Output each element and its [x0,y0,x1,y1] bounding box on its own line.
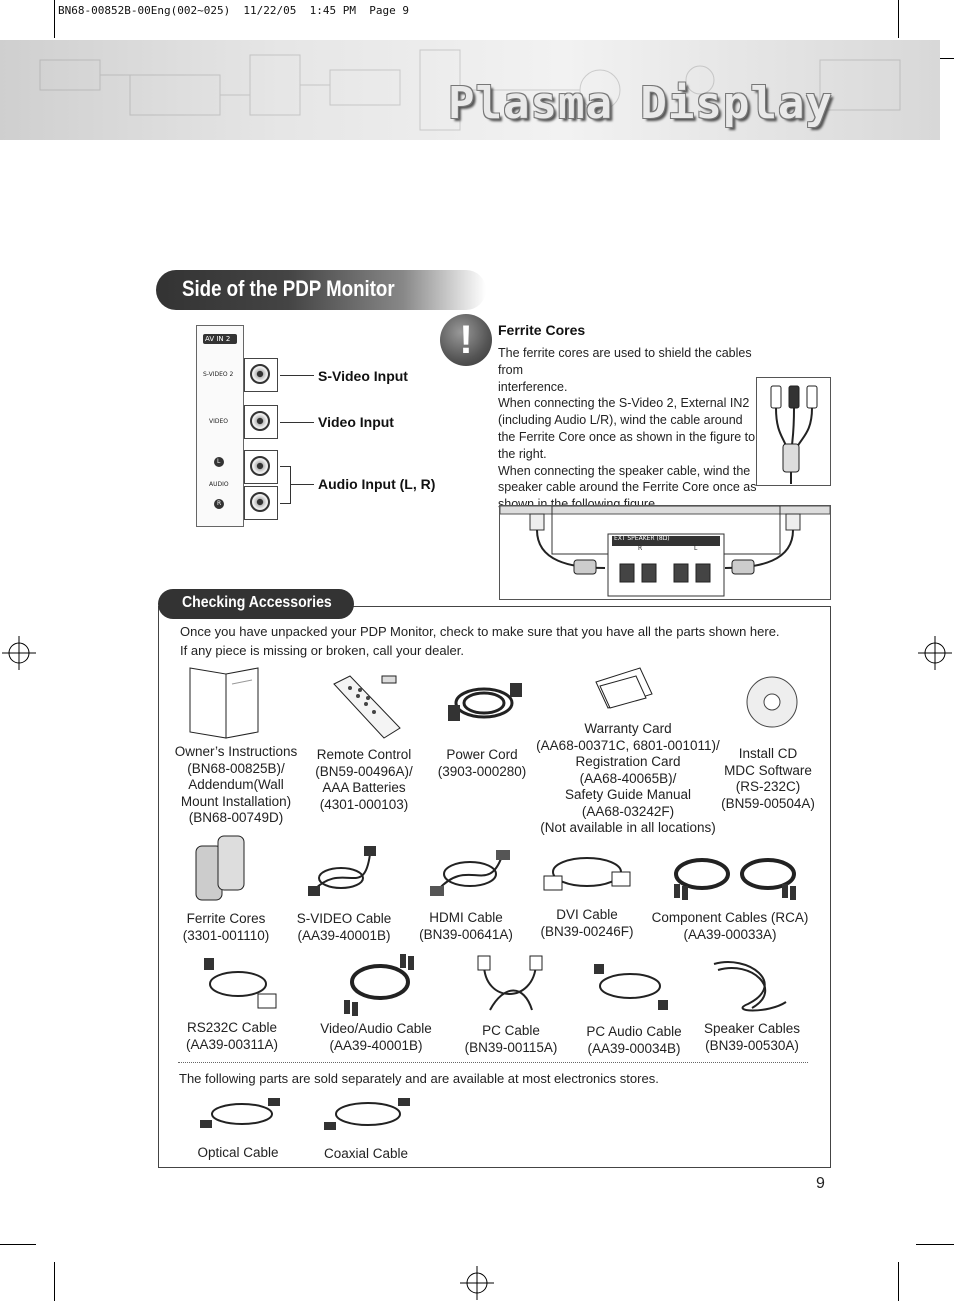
coaxial-cable-caption: Coaxial Cable [323,1146,409,1161]
accessory-caption: DVI Cable (BN39-00246F) [540,907,634,939]
audio-l-jack-icon [244,450,278,484]
speaker-connection-figure [499,505,831,600]
warranty-card-icon [592,664,656,714]
power-cord-icon [444,675,524,731]
crop-mark [898,0,899,38]
pc-audio-cable-icon [588,960,676,1016]
audio-input-label: Audio Input (L, R) [318,476,436,492]
ferrite-cores-icon [190,832,250,906]
section-title: Side of the PDP Monitor [182,276,395,301]
crop-mark [54,1262,55,1301]
component-cables-icon [670,844,800,904]
side-panel-diagram [196,325,244,527]
registration-mark-icon [2,636,36,670]
speaker-terminal-diagram-icon [500,506,830,599]
dvi-cable-icon [540,846,634,900]
panel-video-label: VIDEO [209,418,229,425]
accessory-caption: S-VIDEO Cable (AA39-40001B) [296,911,392,943]
accessory-caption: HDMI Cable (BN39-00641A) [419,910,513,942]
speaker-l-label: L [694,545,698,552]
video-audio-cable-icon [340,950,416,1018]
panel-header-label: AV IN 2 [205,335,231,343]
speaker-terminal-label: EXT SPEAKER (8Ω) [614,535,670,542]
warning-exclamation-icon: ! [440,314,492,366]
accessory-caption: Component Cables (RCA) (AA39-00033A) [651,910,809,942]
optical-cable-caption: Optical Cable [197,1145,279,1160]
page-banner-title: Plasma Display [448,78,833,129]
ferrite-description: The ferrite cores are used to shield the cables from interference. When connecting the S-Video 2, External IN2 (including Audio L/R), wind the cable around the Ferrite Core once as shown in the figure to the right. When connecting the speaker cable, wind the speaker cable around the Ferrite Core once as [498,346,757,495]
accessory-caption: Remote Control (BN59-00496A)/ AAA Batteries (4301-000103) [315,747,413,812]
print-slug: BN68-00852B-00Eng(002~025) 11/22/05 1:45 PM Page 9 [58,4,409,17]
install-cd-icon [744,674,800,730]
ferrite-cable-figure [756,377,831,486]
accessory-caption: Power Cord (3903-000280) [437,747,527,779]
manual-book-icon [186,664,262,740]
video-jack-icon [244,405,278,439]
crop-mark [0,1244,36,1245]
registration-mark-icon [918,636,952,670]
optical-cable-icon [198,1094,282,1138]
panel-l-label: L [217,458,221,465]
accessories-intro: Once you have unpacked your PDP Monitor, check to make sure that you have all the parts shown here. If any piece is missing or broken, call your dealer. [180,624,780,658]
panel-r-label: R [217,500,222,507]
remote-control-icon [330,672,406,744]
coaxial-cable-icon [322,1094,412,1138]
speaker-r-label: R [638,545,643,552]
crop-mark [54,0,55,38]
svideo-jack-icon [244,358,278,392]
panel-svideo-label: S-VIDEO 2 [203,371,234,378]
accessory-caption: Video/Audio Cable (AA39-40001B) [320,1021,432,1053]
audio-r-jack-icon [244,486,278,520]
panel-audio-label: AUDIO [209,481,229,488]
ferrite-title: Ferrite Cores [498,322,586,338]
accessory-caption: PC Cable (BN39-00115A) [464,1023,558,1055]
accessory-caption: PC Audio Cable (AA39-00034B) [586,1024,682,1056]
rs232c-cable-icon [200,954,280,1014]
crop-mark [898,1262,899,1301]
registration-mark-icon [460,1266,494,1300]
speaker-cables-icon [708,954,790,1014]
accessory-caption: RS232C Cable (AA39-00311A) [185,1020,279,1052]
svideo-input-label: S-Video Input [318,368,408,384]
accessory-caption: Speaker Cables (BN39-00530A) [703,1021,801,1053]
dotted-divider [178,1062,808,1063]
page-number: 9 [816,1175,825,1192]
pc-cable-icon [474,954,548,1016]
accessory-caption: Install CD MDC Software (RS-232C) (BN59-00504A) [721,746,815,811]
separately-sold-note: The following parts are sold separately and are available at most electronics stores. [179,1071,659,1086]
rca-cable-ferrite-icon [757,378,830,485]
accessory-caption: Warranty Card (AA68-00371C, 6801-001011)/ Registration Card (AA68-40065B)/ Safety Guide Manual (AA68-03242F) (Not available in all locations) [536,721,720,835]
video-input-label: Video Input [318,414,394,430]
accessories-title: Checking Accessories [182,594,332,611]
accessory-caption: Ferrite Cores (3301-001110) [182,911,270,943]
svideo-cable-icon [304,840,378,900]
hdmi-cable-icon [428,846,512,900]
accessory-caption: Owner’s Instructions (BN68-00825B)/ Addendum(Wall Mount Installation) (BN68-00749D) [174,744,298,825]
section-title-tab [156,270,486,310]
accessories-title-tab [158,589,354,619]
crop-mark [916,1244,954,1245]
